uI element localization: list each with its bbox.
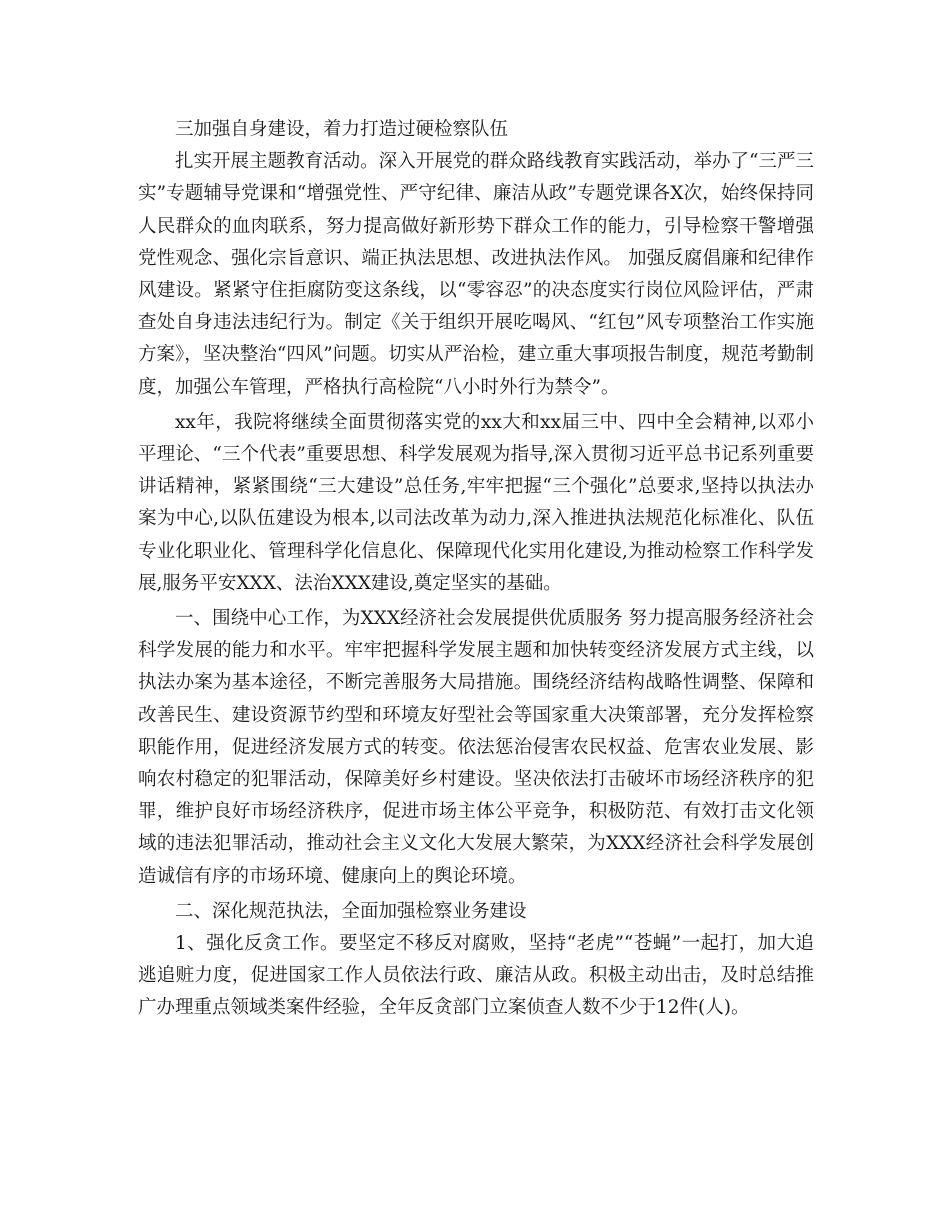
- document-page: [138, 114, 814, 1025]
- section-heading-self-building: 三加强自身建设，着力打造过硬检察队伍: [175, 119, 509, 140]
- paragraph-education-and-discipline: 扎实开展主题教育活动。深入开展党的群众路线教育实践活动，举办了“三严三实”专题辅导党课和“增强党性、严守纪律、廉洁从政”专题党课各X次，始终保持同人民群众的血肉联系，努力提高做好新形势下群众工作的能力，引导检察干警增强党性观念、强化宗旨意识、端正执法思想、改进执法作风。 加强反腐倡廉和纪律作风建设。紧紧守住拒腐防变这条线，以“零容忍”的决态度实行岗位风险评估，严肃查处自身违法违纪行为。制定《关于组织开展吃喝风、“红包”风专项整治工作实施方案》，坚决整治“四风”问题。切实从严治检，建立重大事项报告制度，规范考勤制度，加强公车管理，严格执行高检院“八小时外行为禁令”。: [138, 151, 814, 398]
- paragraph-anti-corruption-work: 1、强化反贪工作。要坚定不移反对腐败，坚持“老虎”“苍蝇”一起打，加大追逃追赃力度，促进国家工作人员依法行政、廉洁从政。积极主动出击，及时总结推广办理重点领域类案件经验，全年反贪部门立案侦查人数不少于12件(人)。: [138, 933, 814, 1019]
- paragraph-annual-outlook: xx年，我院将继续全面贯彻落实党的xx大和xx届三中、四中全会精神,以邓小平理论、“三个代表”重要思想、科学发展观为指导,深入贯彻习近平总书记系列重要讲话精神，紧紧围绕“三大建设”总任务,牢牢把握“三个强化”总要求,坚持以执法办案为中心,以队伍建设为根本,以司法改革为动力,深入推进执法规范化标准化、队伍专业化职业化、管理科学化信息化、保障现代化实用化建设,为推动检察工作科学发展,服务平安XXX、法治XXX建设,奠定坚实的基础。: [138, 411, 814, 594]
- paragraph-serve-economic-development: 一、围绕中心工作，为XXX经济社会发展提供优质服务 努力提高服务经济社会科学发展的能力和水平。牢牢把握科学发展主题和加快转变经济发展方式主线，以执法办案为基本途径，不断完善服务大局措施。围绕经济结构战略性调整、保障和改善民生、建设资源节约型和环境友好型社会等国家重大决策部署，充分发挥检察职能作用，促进经济发展方式的转变。依法惩治侵害农民权益、危害农业发展、影响农村稳定的犯罪活动，保障美好乡村建设。坚决依法打击破坏市场经济秩序的犯罪，维护良好市场经济秩序，促进市场主体公平竞争，积极防范、有效打击文化领域的违法犯罪活动，推动社会主义文化大发展大繁荣，为XXX经济社会科学发展创造诚信有序的市场环境、健康向上的舆论环境。: [138, 608, 814, 887]
- section-heading-standardized-enforcement: 二、深化规范执法，全面加强检察业务建设: [175, 900, 527, 922]
